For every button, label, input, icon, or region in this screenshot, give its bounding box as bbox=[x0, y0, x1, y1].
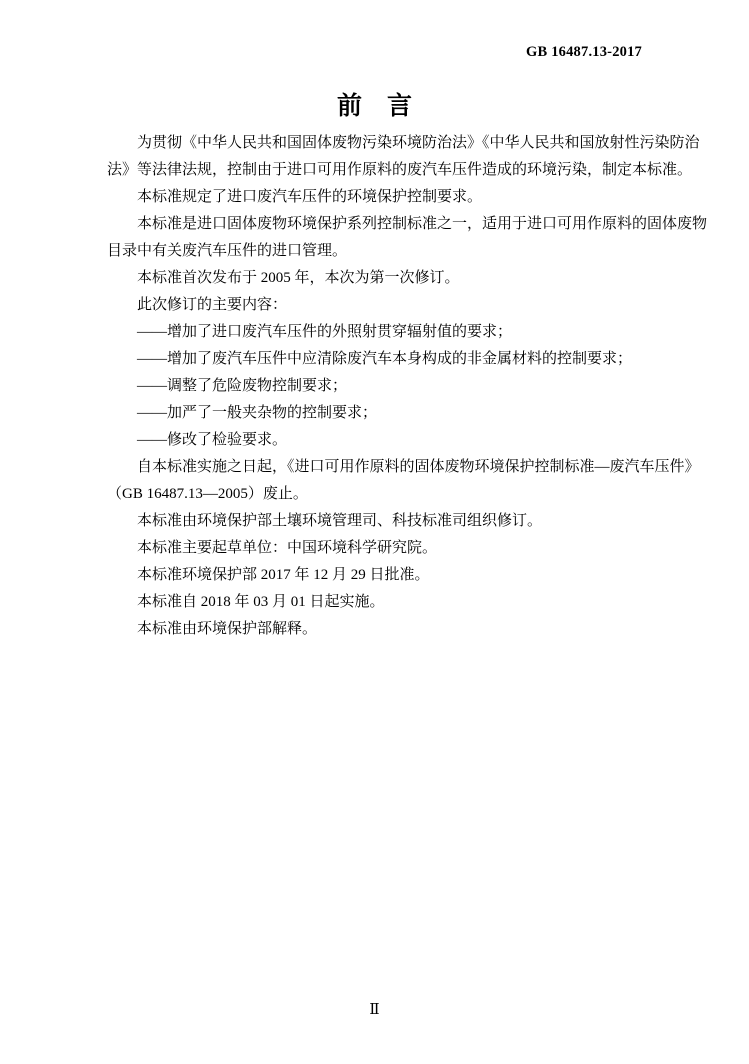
document-line: 本标准是进口固体废物环境保护系列控制标准之一，适用于进口可用作原料的固体废物 bbox=[137, 216, 708, 232]
document-line: 本标准由环境保护部解释。 bbox=[137, 621, 318, 637]
document-line: 此次修订的主要内容： bbox=[137, 297, 288, 313]
document-body bbox=[107, 130, 708, 643]
document-line: ——增加了进口废汽车压件的外照射贯穿辐射值的要求； bbox=[137, 324, 513, 340]
document-line: ——修改了检验要求。 bbox=[137, 432, 288, 448]
document-line: 本标准规定了进口废汽车压件的环境保护控制要求。 bbox=[137, 189, 483, 205]
document-line: ——加严了一般夹杂物的控制要求； bbox=[137, 405, 378, 421]
document-line: 法》等法律法规，控制由于进口可用作原料的废汽车压件造成的环境污染，制定本标准。 bbox=[107, 162, 693, 178]
page-number: Ⅱ bbox=[369, 1002, 380, 1018]
document-line: （GB 16487.13—2005）废止。 bbox=[107, 486, 308, 502]
document-line: 为贯彻《中华人民共和国固体废物污染环境防治法》《中华人民共和国放射性污染防治 bbox=[137, 135, 700, 151]
document-line: 本标准环境保护部 2017 年 12 月 29 日批准。 bbox=[137, 567, 430, 583]
document-line: 本标准首次发布于 2005 年，本次为第一次修订。 bbox=[137, 270, 460, 286]
document-line: 本标准自 2018 年 03 月 01 日起实施。 bbox=[137, 594, 385, 610]
document-line: ——增加了废汽车压件中应清除废汽车本身构成的非金属材料的控制要求； bbox=[137, 351, 633, 367]
document-title: 前 言 bbox=[336, 93, 412, 120]
standard-number: GB 16487.13-2017 bbox=[526, 44, 642, 60]
document-line: ——调整了危险废物控制要求； bbox=[137, 378, 348, 394]
document-line: 本标准主要起草单位：中国环境科学研究院。 bbox=[137, 540, 438, 556]
document-line: 本标准由环境保护部土壤环境管理司、科技标准司组织修订。 bbox=[137, 513, 543, 529]
document-line: 目录中有关废汽车压件的进口管理。 bbox=[107, 243, 348, 259]
document-line: 自本标准实施之日起，《进口可用作原料的固体废物环境保护控制标准—废汽车压件》 bbox=[137, 459, 700, 475]
